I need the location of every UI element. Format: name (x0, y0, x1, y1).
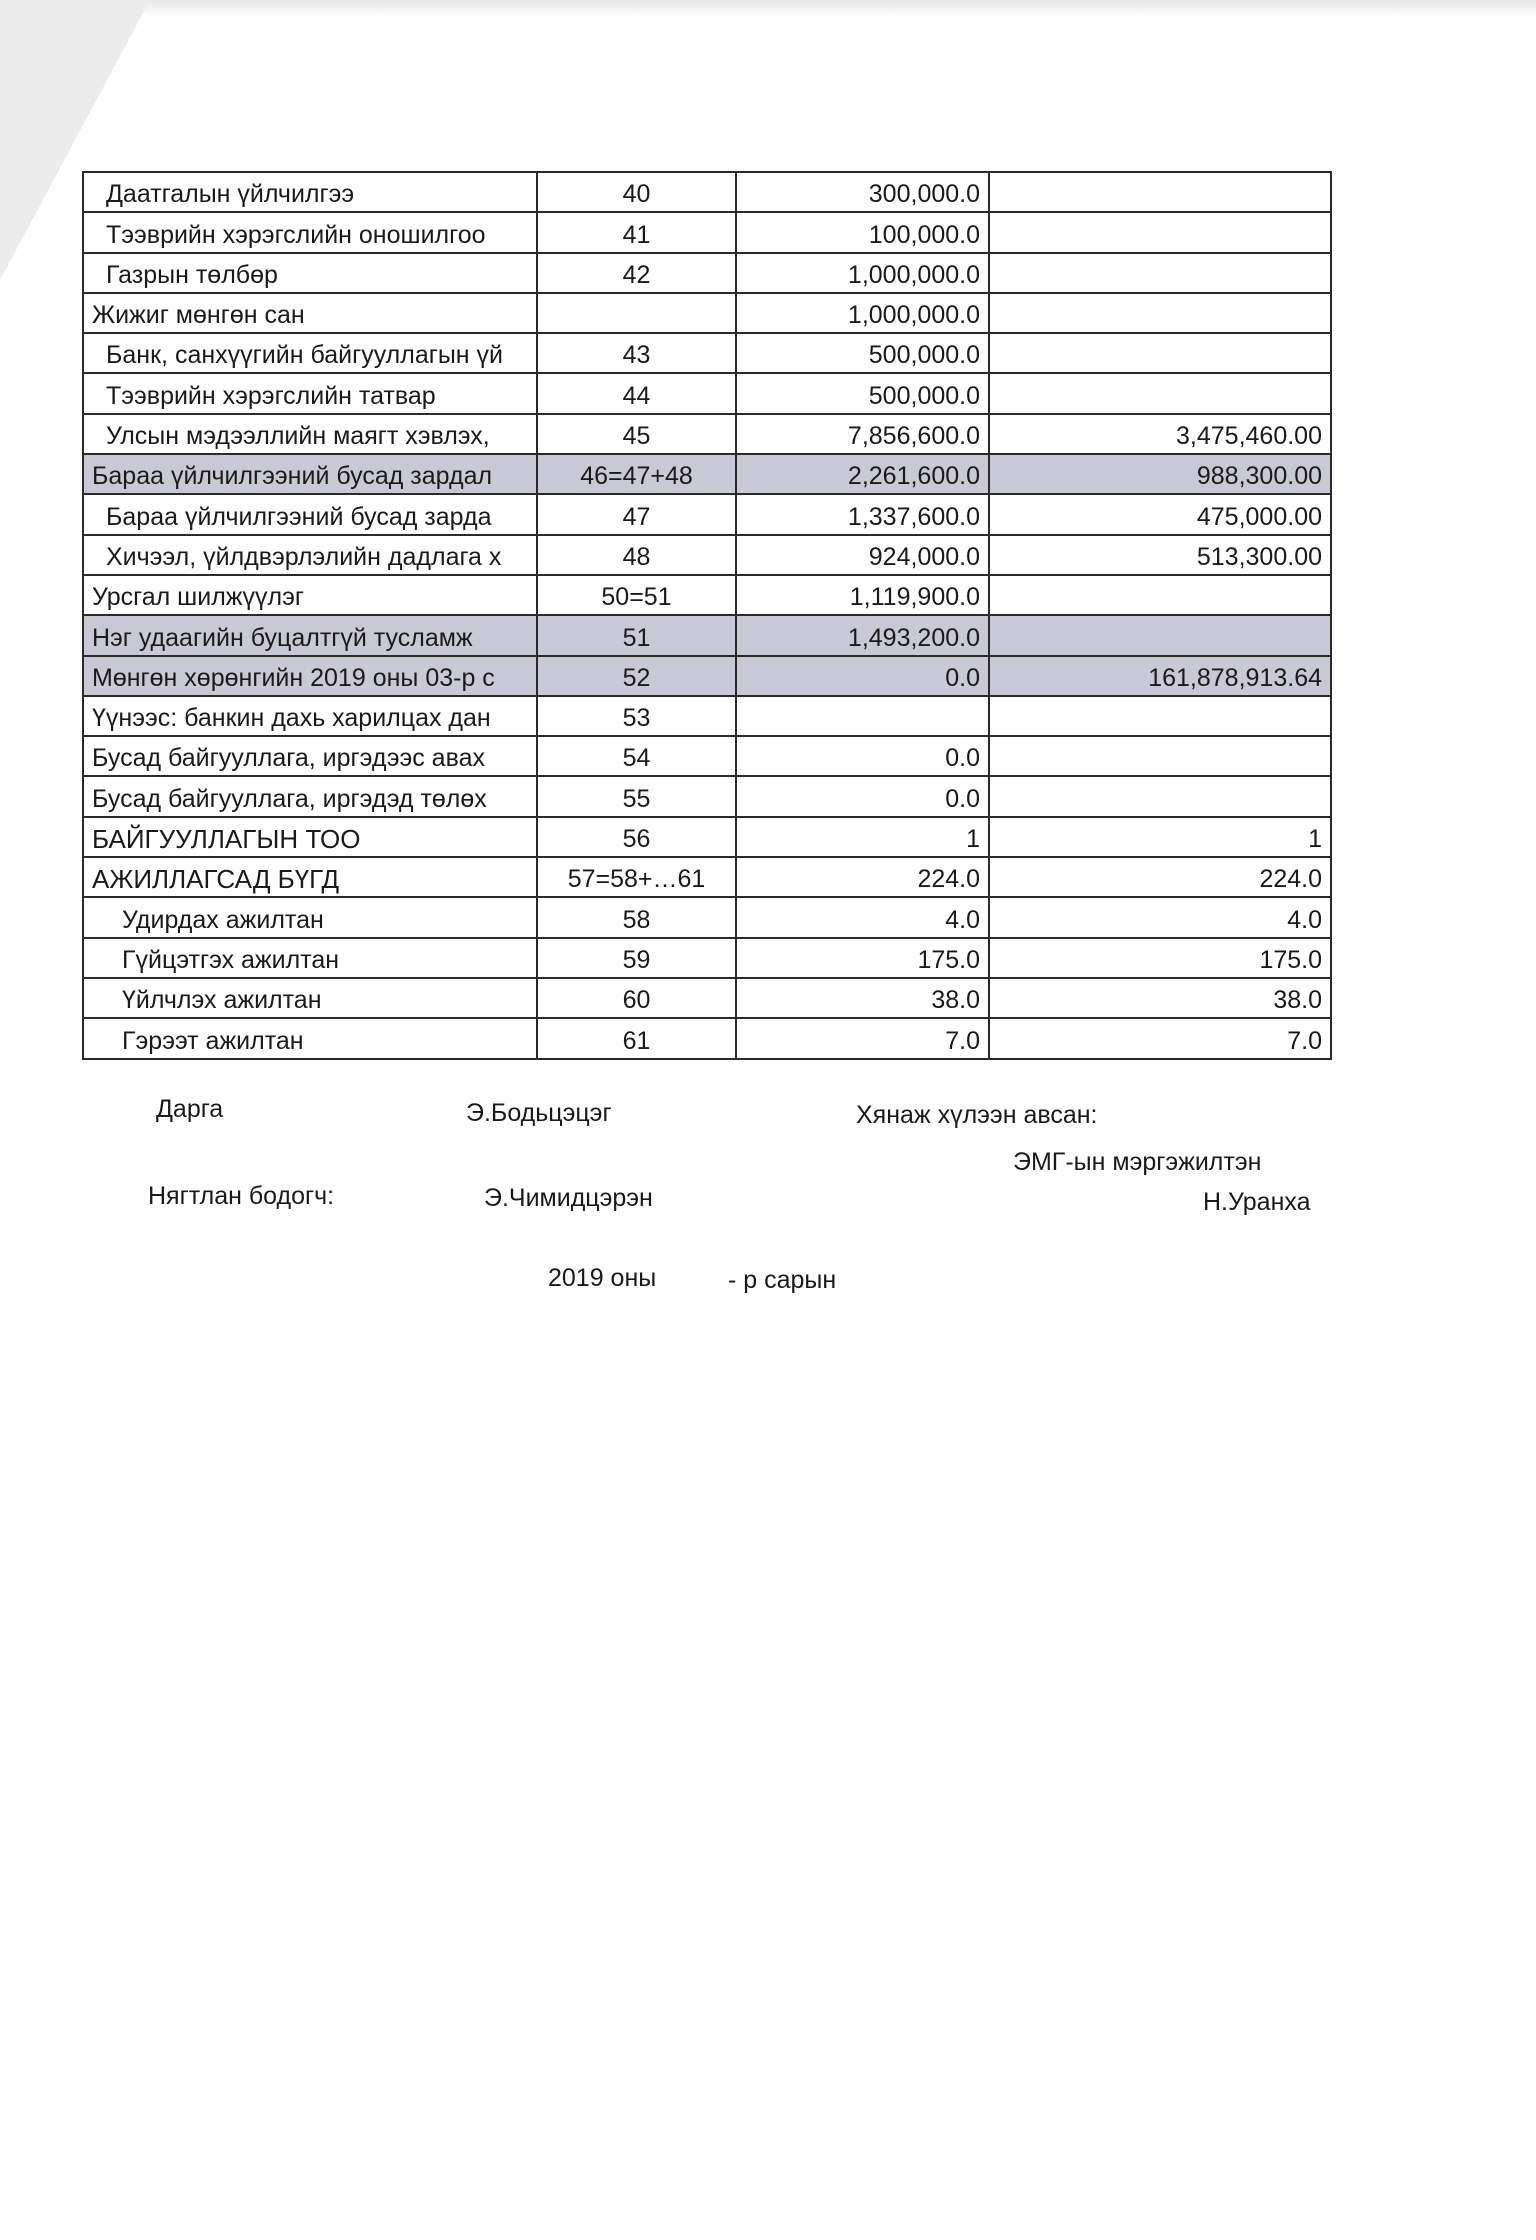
row-code: 48 (537, 535, 736, 575)
row-code: 56 (537, 817, 736, 857)
table-row (83, 897, 1331, 937)
row-code: 53 (537, 696, 736, 736)
row-label: Нэг удаагийн буцалтгүй тусламж (83, 615, 537, 655)
row-label: Урсгал шилжүүлэг (83, 575, 537, 615)
row-value-1: 1,337,600.0 (736, 494, 989, 534)
row-value-2: 161,878,913.64 (989, 656, 1331, 696)
row-code: 54 (537, 736, 736, 776)
row-value-2 (989, 253, 1331, 293)
row-label: Хичээл, үйлдвэрлэлийн дадлага х (83, 535, 537, 575)
table-row (83, 373, 1331, 413)
row-code: 43 (537, 333, 736, 373)
row-code: 58 (537, 897, 736, 937)
table-row (83, 1018, 1331, 1058)
row-value-2 (989, 333, 1331, 373)
table-row (83, 293, 1331, 333)
row-value-1: 1,000,000.0 (736, 253, 989, 293)
row-label: Тээврийн хэрэгслийн татвар (83, 373, 537, 413)
row-code: 41 (537, 212, 736, 252)
table-row (83, 696, 1331, 736)
specialist-title: ЭМГ-ын мэргэжилтэн (1013, 1148, 1262, 1176)
row-value-2: 475,000.00 (989, 494, 1331, 534)
row-code: 42 (537, 253, 736, 293)
row-code: 46=47+48 (537, 454, 736, 494)
row-label: Жижиг мөнгөн сан (83, 293, 537, 333)
row-value-1: 1,493,200.0 (736, 615, 989, 655)
row-value-2 (989, 615, 1331, 655)
row-label: Удирдах ажилтан (83, 897, 537, 937)
row-value-2: 224.0 (989, 857, 1331, 897)
row-value-1: 7.0 (736, 1018, 989, 1058)
row-code: 52 (537, 656, 736, 696)
row-code: 57=58+…61 (537, 857, 736, 897)
table-row (83, 857, 1331, 897)
row-code: 45 (537, 414, 736, 454)
table-row (83, 615, 1331, 655)
row-code: 44 (537, 373, 736, 413)
row-label: Бусад байгууллага, иргэдээс авах (83, 736, 537, 776)
row-value-1: 2,261,600.0 (736, 454, 989, 494)
row-code: 47 (537, 494, 736, 534)
table-row (83, 978, 1331, 1018)
table-row (83, 454, 1331, 494)
scan-top-edge (0, 0, 1536, 18)
row-label: Мөнгөн хөрөнгийн 2019 оны 03-р с (83, 656, 537, 696)
row-value-1 (736, 696, 989, 736)
director-name: Э.Бодьцэцэг (466, 1099, 612, 1127)
row-value-2 (989, 696, 1331, 736)
row-label: БАЙГУУЛЛАГЫН ТОО (83, 817, 537, 857)
table-row (83, 535, 1331, 575)
row-value-2: 988,300.00 (989, 454, 1331, 494)
reviewed-label: Хянаж хүлээн авсан: (856, 1101, 1098, 1129)
row-label: Тээврийн хэрэгслийн оношилгоо (83, 212, 537, 252)
table-row (83, 172, 1331, 212)
row-label: Гэрээт ажилтан (83, 1018, 537, 1058)
table-row (83, 414, 1331, 454)
row-value-1: 4.0 (736, 897, 989, 937)
row-code: 60 (537, 978, 736, 1018)
row-label: Үүнээс: банкин дахь харилцах дан (83, 696, 537, 736)
row-value-2 (989, 212, 1331, 252)
row-label: Банк, санхүүгийн байгууллагын үй (83, 333, 537, 373)
row-value-1: 500,000.0 (736, 333, 989, 373)
row-value-2 (989, 736, 1331, 776)
financial-report-table (82, 171, 1332, 1060)
row-label: АЖИЛЛАГСАД БҮГД (83, 857, 537, 897)
row-value-1: 38.0 (736, 978, 989, 1018)
row-label: Газрын төлбөр (83, 253, 537, 293)
row-value-1: 500,000.0 (736, 373, 989, 413)
table-row (83, 212, 1331, 252)
row-value-2: 175.0 (989, 938, 1331, 978)
row-value-2 (989, 373, 1331, 413)
row-label: Даатгалын үйлчилгээ (83, 172, 537, 212)
row-label: Гүйцэтгэх ажилтан (83, 938, 537, 978)
row-label: Улсын мэдээллийн маягт хэвлэх, (83, 414, 537, 454)
table-row (83, 656, 1331, 696)
row-value-2: 513,300.00 (989, 535, 1331, 575)
row-value-2: 1 (989, 817, 1331, 857)
row-value-2 (989, 172, 1331, 212)
row-value-2: 4.0 (989, 897, 1331, 937)
row-value-1: 1,119,900.0 (736, 575, 989, 615)
row-value-1: 0.0 (736, 736, 989, 776)
row-value-1: 924,000.0 (736, 535, 989, 575)
row-value-1: 7,856,600.0 (736, 414, 989, 454)
row-label: Бараа үйлчилгээний бусад зарда (83, 494, 537, 534)
row-value-1: 0.0 (736, 776, 989, 816)
date-year: 2019 оны (548, 1264, 657, 1292)
row-value-1: 1,000,000.0 (736, 293, 989, 333)
table-row (83, 817, 1331, 857)
row-value-1: 1 (736, 817, 989, 857)
accountant-name: Э.Чимидцэрэн (484, 1184, 653, 1212)
row-value-1: 0.0 (736, 656, 989, 696)
table-row (83, 575, 1331, 615)
table-row (83, 938, 1331, 978)
table-row (83, 333, 1331, 373)
row-code: 59 (537, 938, 736, 978)
row-code: 40 (537, 172, 736, 212)
row-value-2: 38.0 (989, 978, 1331, 1018)
row-value-1: 100,000.0 (736, 212, 989, 252)
row-value-1: 300,000.0 (736, 172, 989, 212)
row-value-2 (989, 776, 1331, 816)
table-row (83, 494, 1331, 534)
table-row (83, 776, 1331, 816)
row-label: Үйлчлэх ажилтан (83, 978, 537, 1018)
row-code: 55 (537, 776, 736, 816)
table-body (83, 172, 1331, 1059)
row-value-1: 224.0 (736, 857, 989, 897)
row-value-2 (989, 293, 1331, 333)
row-label: Бараа үйлчилгээний бусад зардал (83, 454, 537, 494)
row-label: Бусад байгууллага, иргэдэд төлөх (83, 776, 537, 816)
date-month: - р сарын (728, 1266, 837, 1294)
row-code: 61 (537, 1018, 736, 1058)
specialist-name: Н.Уранха (1203, 1188, 1311, 1216)
table-row (83, 736, 1331, 776)
row-code: 51 (537, 615, 736, 655)
row-code: 50=51 (537, 575, 736, 615)
row-code (537, 293, 736, 333)
table-row (83, 253, 1331, 293)
row-value-1: 175.0 (736, 938, 989, 978)
row-value-2 (989, 575, 1331, 615)
accountant-title: Нягтлан бодогч: (148, 1182, 335, 1210)
director-title: Дарга (156, 1095, 224, 1123)
row-value-2: 7.0 (989, 1018, 1331, 1058)
row-value-2: 3,475,460.00 (989, 414, 1331, 454)
